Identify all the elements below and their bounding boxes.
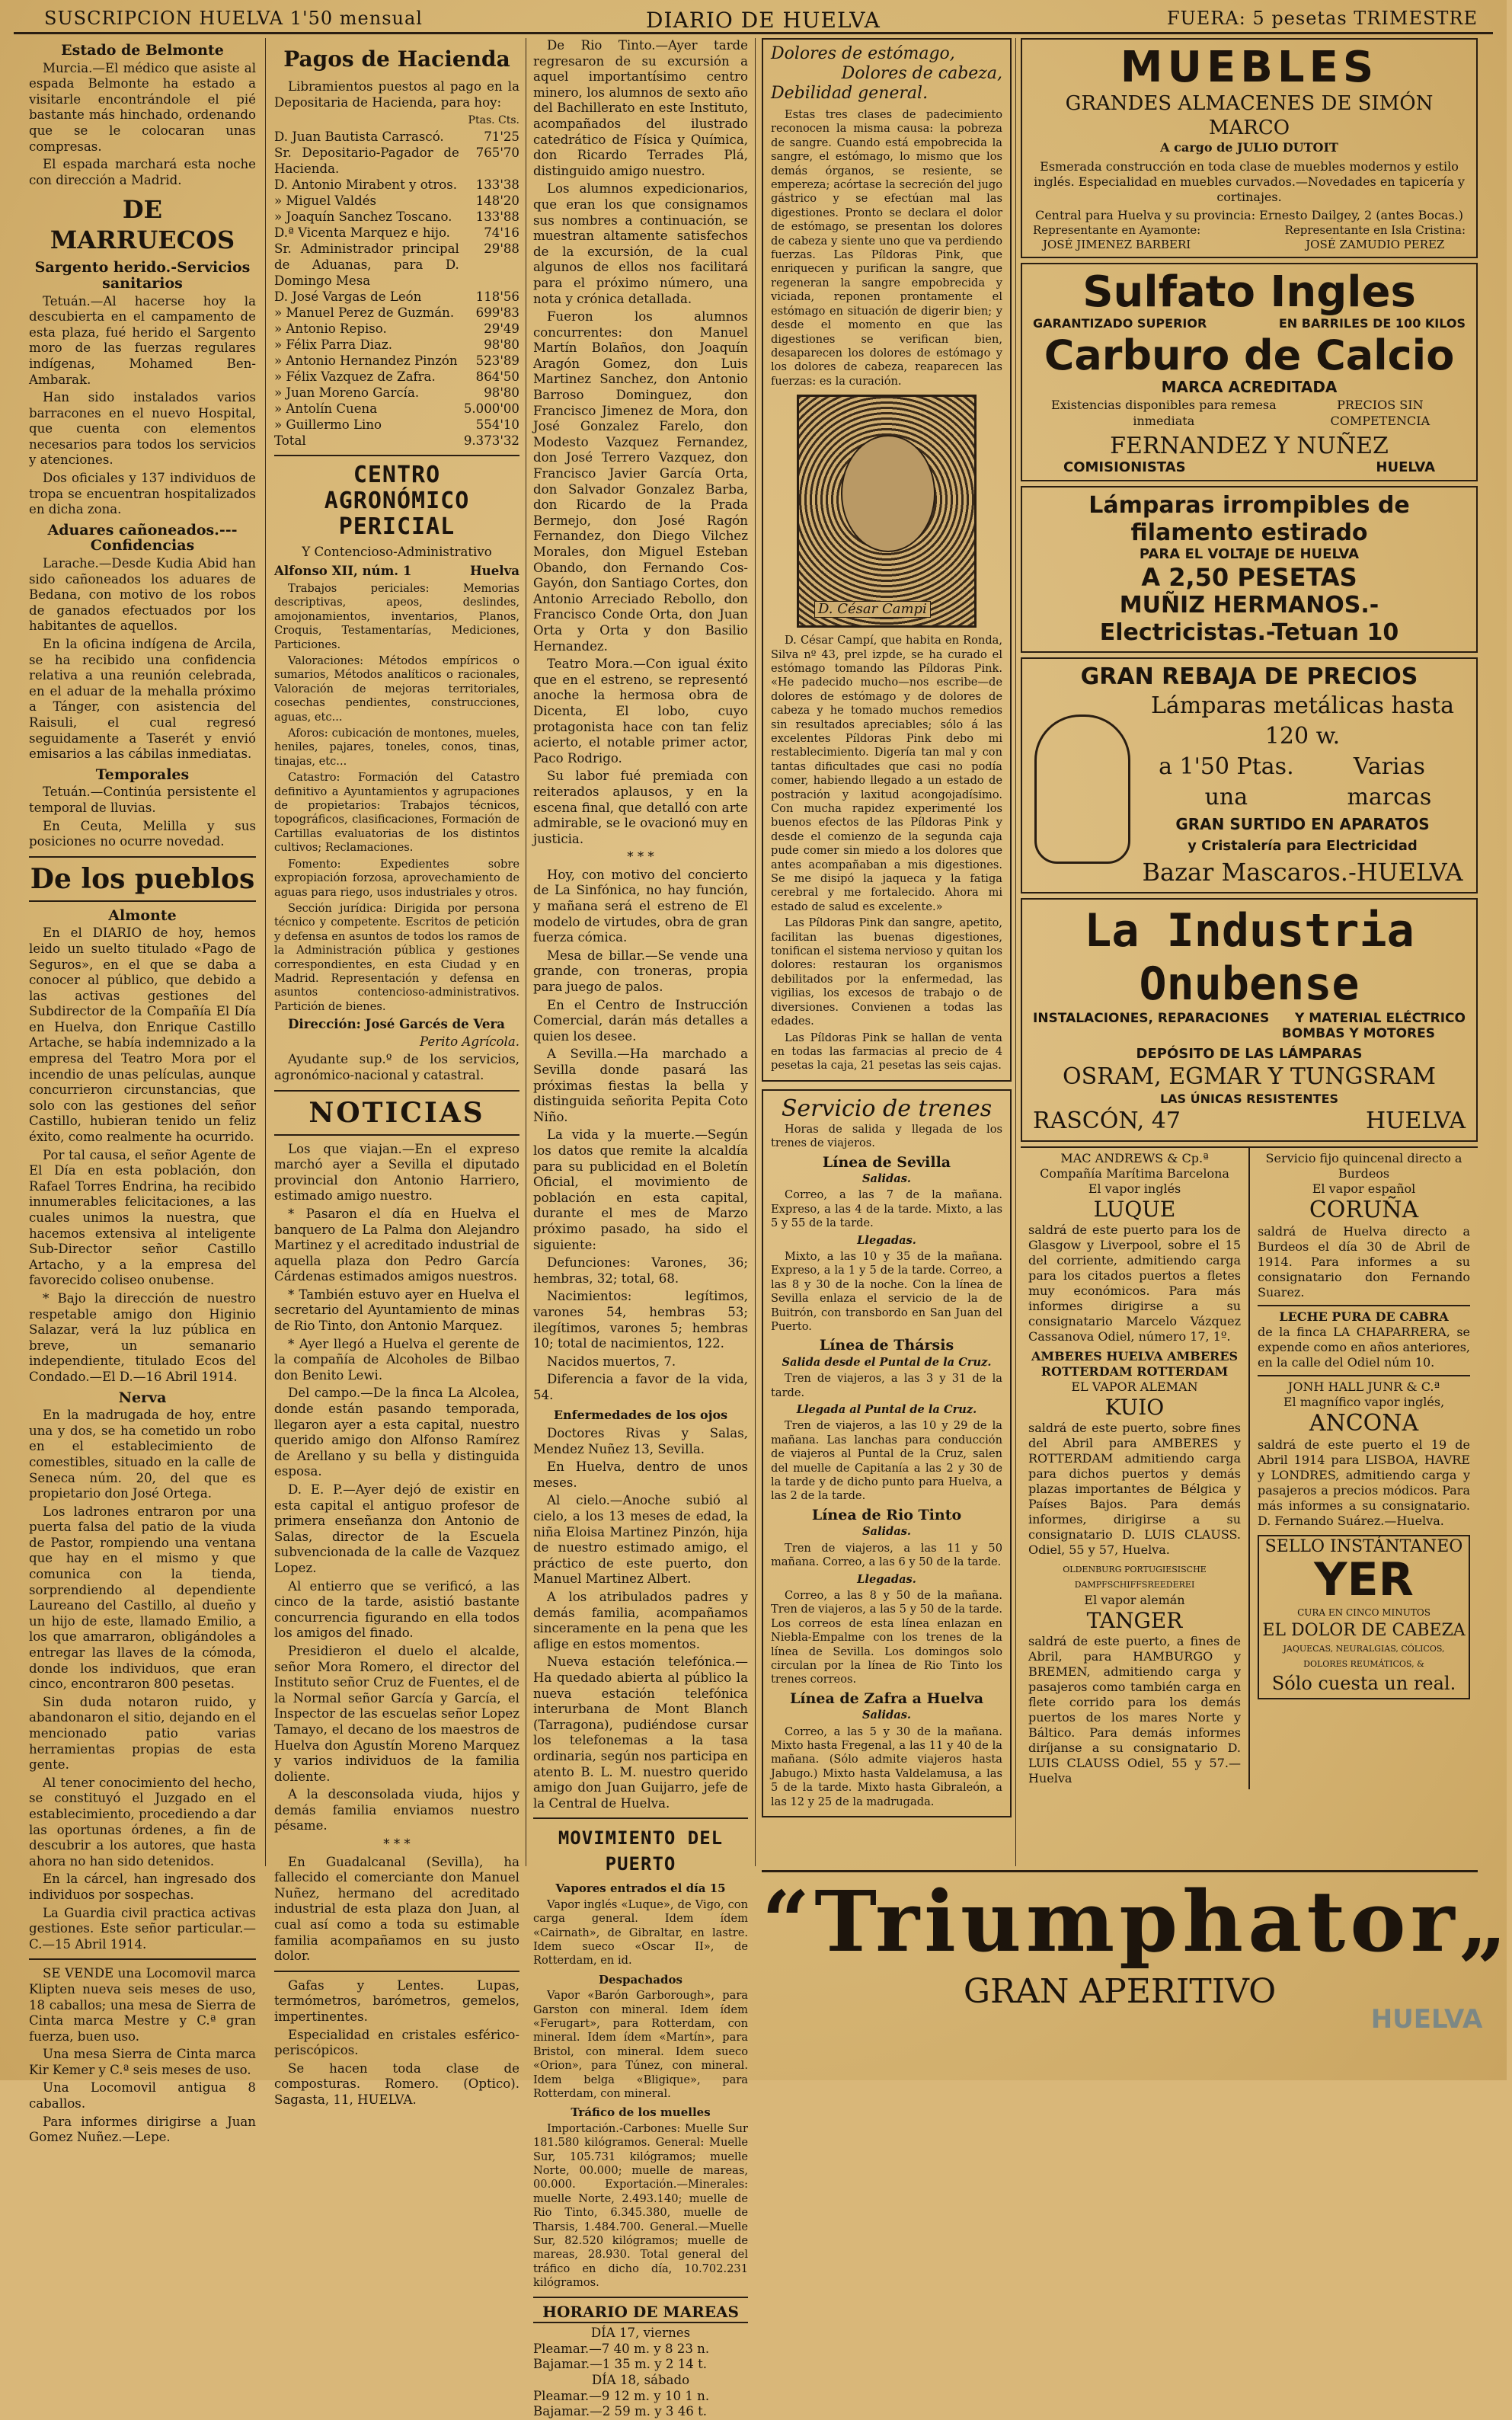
ad-subtitle: GRANDES ALMACENES DE SIMÓN MARCO [1065, 92, 1434, 139]
total-amount: 9.373'32 [463, 433, 519, 448]
address-row [274, 563, 519, 579]
ad-text: DEPÓSITO DE LAS LÁMPARAS [1136, 1045, 1363, 1062]
payment-row [274, 369, 519, 385]
ad-address: RASCÓN, 47 [1033, 1108, 1181, 1135]
article-paragraph: Libramientos puestos al pago en la Depositaria de Hacienda, para hoy: [274, 79, 519, 110]
ad-paragraph: Las Píldoras Pink se hallan de venta en todas las farmacias al precio de 4 pesetas la caja, 21 pesetas las seis cajas. [771, 1031, 1002, 1073]
service-paragraph: Sección jurídica: Dirigida por persona técnico y competente. Escritos de petición y defensa en asuntos de todos los ramos de la Administración pública y gestiones correspondientes, en esta Ciudad y en Madrid. Representación y defensa en asuntos contencioso-administrativos. Partición de bienes. [274, 901, 519, 1013]
ad-price: Sólo cuesta un real. [1271, 1673, 1456, 1695]
article-paragraph: Tetuán.—Continúa persistente el temporal de lluvias. [29, 785, 256, 815]
ad-headline: GRAN REBAJA DE PRECIOS [1080, 663, 1418, 690]
ad-body [1033, 691, 1466, 887]
ad-text: COMISIONISTAS [1063, 459, 1186, 475]
column-5-ads [1021, 38, 1478, 1866]
masthead [14, 6, 1493, 34]
ad-company: OLDENBURG PORTUGIESISCHE DAMPFSCHIFFSREEDEREI [1063, 1565, 1207, 1590]
news-paragraph: Nacimientos: legítimos, varones 54, hembras 53; ilegítimos, varones 5; hembras 10; total de nacimientos, 122. [533, 1289, 748, 1351]
ad-text: EL VAPOR ALEMAN [1071, 1379, 1198, 1395]
news-paragraph: Nacidos muertos, 7. [547, 1354, 676, 1369]
article-title: Enfermedades de los ojos [553, 1408, 728, 1423]
schedule-text: Correo, a las 8 y 50 de la mañana. Tren de viajeros, a las 5 y 50 de la tarde. Los correos de esta línea enlazan en Niebla-Empalme con los trenes de la línea de Sevilla. Los domingos solo circulan por la línea de Rio Tinto los trenes correos. [771, 1588, 1002, 1686]
service-paragraph: Aforos: cubicación de montones, mueles, heniles, pajares, toneles, conos, tinas, tinajas, etc... [274, 727, 519, 768]
divider [274, 1134, 519, 1136]
address: Alfonso XII, núm. 1 [274, 563, 412, 579]
article-paragraph: En la oficina indígena de Arcila, se ha recibido una confidencia relativa a una reunión celebrada, en el aduar de la mehalla próximo a Tánger, con asistencia del Raisuli, el cual regresó seguidamente a Taserét y envió emisarios a las cábilas inmediatas. [29, 637, 256, 762]
payment-amount: 5.000'00 [463, 401, 519, 416]
payment-row [274, 337, 519, 353]
ad-text: PARA EL VOLTAJE DE HUELVA [1139, 546, 1360, 563]
director: Dirección: José Garcés de Vera [288, 1016, 505, 1032]
payment-row [274, 193, 519, 209]
divider [533, 2297, 748, 2298]
payee-name: » Antonio Repiso. [274, 321, 387, 336]
section-heading: Pagos de Hacienda [283, 46, 510, 72]
ad-text: LAS ÚNICAS RESISTENTES [1159, 1091, 1339, 1106]
news-paragraph: Presidieron el duelo el alcalde, señor Mora Romero, el director del Instituto señor Cruz de Fuentes, el de la Normal señor García y García, el Inspector de las escuelas señor Lopez Tamayo, el decano de los maestros de Huelva don Agustín Moreno Marquez y varios individuos de la familia doliente. [274, 1643, 519, 1784]
ad-route: AMBERES HUELVA AMBERES ROTTERDAM ROTTERDAM [1031, 1349, 1239, 1379]
ad-text: Y MATERIAL ELÉCTRICO [1295, 1010, 1466, 1026]
portrait-face [841, 435, 935, 552]
ad-brands: OSRAM, EGMAR Y TUNGSRAM [1063, 1063, 1436, 1090]
payee-name: D. Antonio Mirabent y otros. [274, 177, 458, 192]
article-paragraph: En la madrugada de hoy, entre una y dos, se ha cometido un robo en el establecimiento de comestibles, situado en la calle de Seneca núm. 20, del que es propietario don José Ortega. [29, 1408, 256, 1501]
ship-name: CORUÑA [1309, 1197, 1419, 1224]
ad-text: El vapor inglés [1088, 1181, 1181, 1197]
ad-manager: A cargo de JULIO DUTOIT [1160, 140, 1338, 155]
subtitle: Y Contencioso-Administrativo [302, 544, 492, 559]
payment-row [274, 321, 519, 337]
article-title: Almonte [108, 906, 177, 924]
payments-table [274, 129, 519, 433]
news-paragraph: Defunciones: Varones, 36; hembras, 32; total, 68. [533, 1255, 748, 1286]
article-paragraph: Al tener conocimiento del hecho, se constituyó el Juzgado en el establecimiento, procediendo a dar las oportunas órdenes, a fin de descubrir a los autores, que hasta ahora no han sido detenidos. [29, 1775, 256, 1869]
divider [274, 1090, 519, 1092]
article-paragraph: * Bajo la dirección de nuestro respetable amigo don Higinio Salazar, verá la luz pública en breve, un semanario independiente, titulado Ecos del Condado.—El D.—16 Abril 1914. [29, 1290, 256, 1384]
news-paragraph: A la desconsolada viuda, hijos y demás familia enviamos nuestro pésame. [274, 1787, 519, 1833]
article-title: Nerva [118, 1389, 167, 1406]
tide-day: DÍA 17, viernes [590, 2326, 691, 2341]
units-label: Ptas. Cts. [468, 114, 519, 127]
news-paragraph: A Sevilla.—Ha marchado a Sevilla donde pasará las próximas fiestas la bella y distinguida señorita Pepita Coto Niño. [533, 1047, 748, 1124]
column-divider [265, 38, 266, 1866]
ad-headline: Dolores de cabeza, [841, 64, 1002, 83]
schedule-text: Correo, a las 5 y 30 de la mañana. Mixto hasta Fregenal, a las 11 y 40 de la mañana. (Sólo admite viajeros hasta Jabugo.) Mixto hasta Valdelamusa, a las 5 de la tarde. Mixto hasta Gibraleón, a las 12 y 25 de la madrugada. [771, 1725, 1002, 1808]
ad-company: FERNANDEZ Y NUÑEZ [1110, 432, 1389, 459]
subscription-huelva: SUSCRIPCION HUELVA 1'50 mensual [44, 8, 423, 29]
tide-row: Bajamar.—1 35 m. y 2 14 t. [533, 2357, 708, 2372]
subsection-title: Tráfico de los muelles [571, 2105, 711, 2120]
rep-label: Representante en Ayamonte: [1033, 223, 1201, 238]
subscription-outside: FUERA: 5 pesetas TRIMESTRE [1166, 8, 1478, 29]
perito: Perito Agrícola. [419, 1034, 519, 1049]
rep-isla [1285, 223, 1466, 252]
ad-text: GARANTIZADO SUPERIOR [1033, 316, 1207, 331]
news-paragraph: Mesa de billar.—Se vende una grande, con troneras, propia para juego de palos. [533, 948, 748, 995]
rep-name: JOSÉ JIMENEZ BARBERI [1043, 238, 1191, 252]
tides-title: HORARIO DE MAREAS [542, 2302, 739, 2321]
archive-stamp: HUELVA [1370, 2004, 1483, 2035]
ad-headline: Debilidad general. [771, 84, 929, 103]
ad-row [1033, 1107, 1466, 1136]
article-title: Aduares cañoneados.---Confidencias [47, 521, 238, 555]
ad-text: EL DOLOR DE CABEZA [1262, 1621, 1466, 1641]
service-paragraph: Valoraciones: Métodos empíricos o sumarios, Métodos analíticos o racionales, Valoración de mejoras territoriales, cosechas pendientes, construcciones, aguas, etc... [274, 654, 519, 724]
news-paragraph: En Guadalcanal (Sevilla), ha fallecido el comerciante don Manuel Nuñez, hermano del acreditado industrial de esta plaza don Juan, al cual así como a toda su estimable familia acompañamos en su justo dolor. [274, 1854, 519, 1964]
tide-day: DÍA 18, sábado [591, 2373, 690, 2388]
shipping-right [1250, 1148, 1478, 1789]
article-paragraph: El espada marchará esta noche con dirección a Madrid. [29, 157, 256, 187]
article-title: Sargento herido.-Servicios sanitarios [34, 259, 251, 292]
payee-name: » Félix Parra Diaz. [274, 337, 392, 352]
line-title: Línea de Thársis [819, 1337, 954, 1354]
assistant: Ayudante sup.º de los servicios, agronómico-nacional y catastral. [274, 1052, 519, 1082]
payee-name: » Manuel Perez de Guzmán. [274, 305, 455, 320]
payment-row [274, 401, 519, 417]
schedule-intro: Horas de salida y llegada de los trenes de viajeros. [771, 1122, 1002, 1150]
column-divider [1015, 38, 1016, 1866]
ad-headline: Lámparas irrompibles de filamento estirado [1088, 492, 1410, 547]
article-title: Temporales [95, 766, 190, 783]
city: Huelva [470, 563, 519, 579]
payment-amount: 98'80 [484, 337, 519, 352]
section-heading: DE MARRUECOS [50, 195, 235, 255]
ship-name: ANCONA [1309, 1410, 1419, 1437]
bulb-illustration [1033, 714, 1132, 864]
article-paragraph: Los ladrones entraron por una puerta falsa del patio de la viuda de Pastor, rompiendo una ventana que hay en el mismo y que comunica con la tienda, sorprendiendo al dependiente Laureano del Castillo, al dueño y un hijo de este, llamado Emilio, a los que amarraron, obligándoles a entregar las llaves de la cómoda, donde los individuos, que eran cinco, encontraron 800 pesetas. [29, 1504, 256, 1692]
section-heading: De los pueblos [30, 862, 255, 895]
ad-text: Varias marcas [1347, 753, 1432, 810]
news-paragraph: * Ayer llegó a Huelva el gerente de la compañía de Alcoholes de Bilbao don Benito Lewi. [274, 1336, 519, 1383]
ad-company: MUÑIZ HERMANOS.-Electricistas.-Tetuan 10 [1099, 591, 1399, 646]
payment-amount: 864'50 [475, 369, 519, 384]
ad-text: CURA EN CINCO MINUTOS [1297, 1607, 1430, 1619]
payment-amount: 29'88 [484, 241, 519, 256]
payment-amount: 554'10 [475, 417, 519, 432]
article-paragraph: Por tal causa, el señor Agente de El Día en esta población, don Rafael Torres Endrina, ha recibido innumerables felicitaciones, a las cuales unimos la nuestra, que hacemos extensiva al inteligente Sub-Director señor Castillo Artacho, y a la empresa del favorecido coliseo onubense. [29, 1147, 256, 1288]
ad-text: MARCA ACREDITADA [1161, 377, 1338, 396]
ad-text: INSTALACIONES, REPARACIONES [1033, 1010, 1270, 1026]
ad-paragraph: Gafas y Lentes. Lupas, termómetros, barómetros, gemelos, impertinentes. [274, 1977, 519, 2024]
section-heading: Servicio de trenes [781, 1095, 993, 1122]
tide-row: Pleamar.—9 12 m. y 10 1 n. [533, 2388, 710, 2403]
ad-row [1140, 752, 1466, 813]
tide-row: Pleamar.—7 40 m. y 8 23 n. [533, 2341, 710, 2356]
rep-name: JOSÉ ZAMUDIO PEREZ [1306, 238, 1445, 252]
section-heading: MOVIMIENTO DEL PUERTO [558, 1827, 724, 1875]
ad-text: BOMBAS Y MOTORES [1281, 1026, 1435, 1042]
news-paragraph: Su labor fué premiada con reiterados aplausos, y en la escena final, que detalló con arte admirable, se le ovacionó muy en justicia. [533, 769, 748, 846]
column-3 [533, 38, 748, 2419]
news-paragraph: Del campo.—De la finca La Alcolea, donde están pasando temporada, llegaron ayer a esta capital, nuestro querido amigo don Alfonso Ramírez de Arellano y su bella y distinguida esposa. [274, 1386, 519, 1479]
ad-body-text [1140, 691, 1466, 887]
muebles-ad [1021, 38, 1478, 258]
article-title: Estado de Belmonte [61, 42, 224, 59]
payment-row [274, 417, 519, 433]
ad-brand: La Industria Onubense [1084, 903, 1415, 1011]
news-paragraph: Los que viajan.—En el expreso marchó ayer a Sevilla el diputado provincial don Antonio Harriero, estimado amigo nuestro. [274, 1141, 519, 1204]
ad-text: saldrá de este puerto, a fines de Abril, para HAMBURGO y BREMEN, admitiendo carga y pasajeros como también carga en flete corrido para los demás puertos de los mares Norte y Báltico. Para demás informes diríjanse a su consignatario D. LUIS CLAUSS Odiel, 55 y 57.—Huelva [1028, 1634, 1241, 1786]
payment-row [274, 209, 519, 225]
divider [274, 1971, 519, 1972]
ad-paragraph: Estas tres clases de padecimiento reconocen la misma causa: la pobreza de sangre. Cuando está empobrecida la sangre, el estómago, lo mismo que los demás órganos, se resiente, se empereza; acórtase la secreción del jugo gástrico y se efectúan mal las digestiones. Pronto se declara el dolor de estómago, se presentan los dolores de cabeza y siente uno que va perdiendo fuerzas. Las Píldoras Pink, que enriquecen y purifican la sangre, que regeneran la sangre empobrecida y viciada, reponen prontamente el estómago en situación de digerir bien; y desde el momento en que las digestiones se verifican bien, desaparecen los dolores de estómago y los dolores de cabeza, reaparecen las fuerzas: es la curación. [771, 108, 1002, 388]
ad-headline: Dolores de estómago, [771, 44, 955, 63]
payment-row [274, 177, 519, 193]
article-paragraph: Murcia.—El médico que asiste al espada Belmonte ha estado a visitarle encontrándole el pié bastante más hinchado, ordenando que se le colocaran unas compresas. [29, 60, 256, 154]
portrait-caption: D. César Campi [814, 601, 931, 619]
ad-text: Servicio fijo quincenal directo a Burdeos [1265, 1151, 1462, 1181]
column-2 [274, 38, 519, 2107]
ad-text: saldrá de Huelva directo a Burdeos el día 30 de Abril de 1914. Para informes a su consignatario don Fernando Suarez. [1258, 1224, 1470, 1300]
train-schedule [762, 1089, 1012, 1817]
news-paragraph: A los atribulados padres y demás familia, acompañamos sinceramente en la pena que les aflige en estos momentos. [533, 1590, 748, 1651]
ad-text: PRECIOS SIN COMPETENCIA [1330, 398, 1430, 428]
payment-row [274, 289, 519, 305]
ad-text: Existencias disponibles para remesa inmediata [1050, 398, 1277, 428]
schedule-text: Tren de viajeros, a las 3 y 31 de la tarde. [771, 1372, 1002, 1399]
ship-name: LUQUE [1093, 1197, 1176, 1223]
payment-row [274, 241, 519, 289]
separator: * * * [383, 1837, 411, 1852]
subsection-title: Vapores entrados el día 15 [555, 1881, 726, 1896]
total-label: Total [274, 433, 306, 448]
divider [29, 1958, 256, 1960]
ad-text: de la finca LA CHAPARRERA, se expende como en años anteriores, en la calle del Odiel núm 10. [1258, 1325, 1470, 1370]
departures-label: Salidas. [861, 1709, 912, 1722]
ad-price: A 2,50 PESETAS [1141, 562, 1357, 592]
ad-text: y Cristalería para Electricidad [1188, 837, 1418, 854]
news-paragraph: Fueron los alumnos concurrentes: don Manuel Martín Bolaños, don Joaquín Aragón Gomez, don Luis Martinez Sanchez, don Antonio Barroso Dominguez, don Francisco Jimenez de Mora, don José Gonzalez Farelo, don Modesto Vazquez Fernandez, don José Terrero Vazquez, don Francisco Javier García Orta, don Salvador Gonzalez Barba, don Ricardo de la Prada Bermejo, don José Ragón Fernandez, don Diego Vilchez Morales, don Miguel Esteban Obando, don Fernando Cos-Gayón, don Santiago Cortes, don Antonio Arreciado Rebollo, don Francisco Conde Orta, don Juan Orta y Orta y don Basilio Hernandez. [533, 309, 748, 654]
ship-name: KUIO [1104, 1395, 1165, 1421]
news-paragraph: Los alumnos expedicionarios, que eran los que consignamos sus nombres a continuación, se muestran altamente satisfechos de la excursión, de la cual algunos de ellos nos facilitará para el próximo número, una nota y crónica detallada. [533, 181, 748, 306]
portrait-engraving [797, 395, 977, 628]
ad-text: El vapor alemán [1084, 1593, 1185, 1608]
column-1 [29, 38, 256, 2145]
news-paragraph: Al entierro que se verificó, a las cinco de la tarde, asistió bastante concurrencia figurando en ella todos los amigos del finado. [274, 1578, 519, 1641]
ad-row [1033, 460, 1466, 476]
section-heading: NOTICIAS [308, 1096, 485, 1129]
payee-name: » Félix Vazquez de Zafra. [274, 369, 436, 384]
ad-text: El magnífico vapor inglés, [1283, 1395, 1445, 1410]
payment-amount: 699'83 [475, 305, 519, 320]
payment-amount: 133'38 [475, 177, 519, 192]
payment-amount: 29'49 [484, 321, 519, 336]
payee-name: Sr. Administrador principal de Aduanas, para D. Domingo Mesa [274, 241, 459, 288]
newspaper-title: DIARIO DE HUELVA [646, 8, 881, 33]
ad-subtitle: GRAN APERITIVO [963, 1972, 1277, 2011]
schedule-text: Tren de viajeros, a las 11 y 50 mañana. Correo, a las 6 y 50 de la tarde. [771, 1541, 1002, 1569]
ad-brand: Carburo de Calcio [1044, 331, 1455, 379]
yer-ad [1258, 1535, 1470, 1699]
payment-row [274, 353, 519, 369]
payment-amount: 98'80 [484, 385, 519, 400]
news-paragraph: Nueva estación telefónica.—Ha quedado abierta al público la nueva estación telefónica interurbana de Mont Blanch (Tarragona), pudiéndose cursar los telefonemas a la tasa ordinaria, según nos participa en atento B. L. M. nuestro querido amigo don Juan Guijarro, jefe de la Central de Huelva. [533, 1654, 748, 1811]
article-paragraph: En el DIARIO de hoy, hemos leido un suelto titulado «Pago de Seguros», en el que se daba a conocer al público, que debido a las activas gestiones del Subdirector de la Compañía El Día en Huelva, don Enrique Castillo Artache, se había indemnizado a la empresa del Teatro Mora por el incendio de unas películas, aunque concurrieron circunstancias, que solo con las gestiones del señor Castillo, hubieran tenido un feliz éxito, como realmente ha ocurrido. [29, 925, 256, 1145]
ad-text: El vapor español [1312, 1181, 1416, 1197]
article-paragraph: Larache.—Desde Kudia Abid han sido cañoneados los aduares de Bedana, con motivo de los robos de ganados efectuados por los habitantes de aquellos. [29, 556, 256, 634]
payee-name: D. Juan Bautista Carrascó. [274, 129, 444, 144]
payee-name: » Antonio Hernandez Pinzón [274, 353, 458, 368]
departures-label: Salida desde el Puntal de la Cruz. [782, 1355, 992, 1369]
article-paragraph: Tetuán.—Al hacerse hoy la descubierta en el campamento de esta plaza, fué herido el Sargento moro de las fuerzas regulares indígenas, Mohamed Ben-Ambarak. [29, 293, 256, 387]
ad-row [1033, 398, 1466, 429]
line-title: Línea de Rio Tinto [811, 1506, 962, 1523]
ad-price: a 1'50 Ptas. una [1159, 753, 1294, 810]
news-paragraph: Teatro Mora.—Con igual éxito que en el estreno, se representó anoche la hermosa obra de Dicenta, El lobo, cuyo protagonista hace con tan feliz acierto, el notable primer actor, Paco Rodrigo. [533, 657, 748, 766]
payment-amount: 148'20 [475, 193, 519, 208]
ad-row [1033, 1011, 1466, 1027]
arrivals-label: Llegadas. [857, 1233, 916, 1247]
ad-city: HUELVA [1365, 1108, 1466, 1135]
ad-text: Lámparas metálicas hasta 120 w. [1151, 692, 1454, 750]
ad-text: JAQUECAS, NEURALGIAS, CÓLICOS, DOLORES REUMÁTICOS, & [1283, 1644, 1445, 1670]
ad-text: Esmerada construcción en toda clase de muebles modernos y estilo inglés. Especialidad en muebles curvados.—Novedades en tapicería y cortinajes. [1034, 158, 1465, 204]
payment-row [274, 305, 519, 321]
ad-text: GRAN SURTIDO EN APARATOS [1175, 814, 1430, 833]
divider [274, 455, 519, 456]
service-paragraph: Trabajos periciales: Memorias descriptivas, apeos, deslindes, amojonamientos, inventarios, Planos, Croquis, Testamentarías, Mediciones, Particiones. [274, 581, 519, 651]
line-title: Línea de Zafra a Huelva [789, 1690, 984, 1707]
news-paragraph: Al cielo.—Anoche subió al cielo, a los 13 meses de edad, la niña Eloisa Martinez Pinzón, hija de nuestro estimado amigo, el práctico de este puerto, don Manuel Martinez Albert. [533, 1493, 748, 1587]
payment-amount: 523'89 [475, 353, 519, 368]
column-4 [762, 38, 1012, 1866]
payee-name: D. José Vargas de León [274, 289, 422, 304]
separator: * * * [627, 849, 654, 865]
ad-company: MAC ANDREWS & Cp.ª [1060, 1151, 1209, 1166]
ad-text: EN BARRILES DE 100 KILOS [1278, 316, 1466, 331]
subsection-title: Despachados [599, 1972, 682, 1987]
ad-row [1033, 316, 1466, 332]
shipping-left [1021, 1148, 1250, 1789]
news-paragraph: Diferencia a favor de la vida, 54. [533, 1372, 748, 1402]
lightbulb-icon [1034, 714, 1130, 864]
news-paragraph: En Huelva, dentro de unos meses. [533, 1459, 748, 1490]
industria-onubense-ad [1021, 898, 1478, 1142]
arrivals-label: Llegadas. [857, 1572, 916, 1586]
ad-text: Compañía Marítima Barcelona [1040, 1166, 1229, 1181]
news-paragraph: En el Centro de Instrucción Comercial, darán más detalles a quien los desee. [533, 997, 748, 1044]
column-divider [755, 38, 756, 1866]
ad-company: Bazar Mascaros.-HUELVA [1142, 857, 1463, 887]
news-paragraph: * Pasaron el día en Huelva el banquero de La Palma don Alejandro Martinez y el acreditado industrial de aquella plaza don Pedro García Cárdenas estimados amigos nuestros. [274, 1206, 519, 1284]
fernandez-nunez-ad [1021, 263, 1478, 481]
classified-ad: Una Locomovil antigua 8 caballos. [29, 2080, 256, 2112]
classified-ad: Una mesa Sierra de Cinta marca Kir Kemer y C.ª seis meses de uso. [29, 2047, 256, 2077]
payments-total [274, 433, 519, 449]
news-paragraph: La vida y la muerte.—Según los datos que remite la alcaldía para su publicidad en el Boletín Oficial, el movimiento de población en esta capital, durante el mes de Marzo próximo pasado, ha sido el siguiente: [533, 1127, 748, 1252]
service-paragraph: Fomento: Expedientes sobre expropiación forzosa, aprovechamiento de aguas para riego, usos industriales y otros. [274, 857, 519, 899]
ad-brand: “Triumphator„ [762, 1872, 1512, 1971]
divider [29, 900, 256, 902]
payment-row [274, 385, 519, 401]
ad-headline: SELLO INSTÁNTANEO [1264, 1537, 1463, 1557]
payment-amount: 74'16 [484, 225, 519, 240]
payee-name: » Guillermo Lino [274, 417, 382, 432]
divider [533, 1817, 748, 1819]
ad-text: saldrá de este puerto para los de Glasgow y Liverpool, sobre el 15 del corriente, admitiendo carga para los citados puertos a fletes muy económicos. Para más informes dirigirse a su consignatario Marcelo Vázquez Cassanova Odiel, número 17, 1º. [1028, 1223, 1241, 1344]
payment-row [274, 129, 519, 145]
payment-amount: 118'56 [475, 289, 519, 304]
line-title: Línea de Sevilla [822, 1153, 951, 1171]
departures-label: Salidas. [861, 1172, 912, 1185]
article-paragraph: En Ceuta, Melilla y sus posiciones no ocurre novedad. [29, 818, 256, 849]
ad-text: HUELVA [1376, 459, 1435, 475]
classified-ad: SE VENDE una Locomovil marca Klipten nueva seis meses de uso, 18 caballos; una mesa de Sierra de Cinta marca Mestre y C.ª gran fuerza, buen uso. [29, 1966, 256, 2044]
payee-name: » Joaquín Sanchez Toscano. [274, 209, 452, 224]
shipping-ads [1021, 1146, 1478, 1789]
news-paragraph: D. E. P.—Ayer dejó de existir en esta capital el antiguo profesor de primera enseñanza don Antonio de Salas, director de la Escuela subvencionada de la calle de Vazquez Lopez. [274, 1482, 519, 1575]
payee-name: D.ª Vicenta Marquez e hijo. [274, 225, 450, 240]
classified-ad: Para informes dirigirse a Juan Gomez Nuñez.—Lepe. [29, 2114, 256, 2145]
ad-brand: MUEBLES [1120, 43, 1379, 92]
payment-amount: 133'88 [475, 209, 519, 224]
news-paragraph: De Rio Tinto.—Ayer tarde regresaron de su excursión a aquel importantísimo centro minero, los alumnos de sexto año del Bachillerato en este Instituto, acompañados del ilustrado catedrático de Física y Química, don Ricardo Terrades Plá, distinguido amigo nuestro. [533, 38, 748, 178]
ad-text: Central para Huelva y su provincia: Ernesto Dailgey, 2 (antes Bocas.) [1034, 207, 1464, 222]
ad-paragraph: Las Píldoras Pink dan sangre, apetito, facilitan las buenas digestiones, tonifican el sistema nervioso y quitan los dolores: restauran los organismos debilitados por la enfermedad, las vigilias, los excesos de trabajo o de diversiones. Convienen a todas las edades. [771, 916, 1002, 1028]
news-paragraph: Hoy, con motivo del concierto de La Sinfónica, no hay función, y mañana será el estreno de El modelo de virtudes, obra de gran fuerza cómica. [533, 867, 748, 945]
ad-brand: Sulfato Ingles [1082, 267, 1416, 318]
ad-company: JONH HALL JUNR & C.ª [1258, 1375, 1470, 1395]
schedule-text: Mixto, a las 10 y 35 de la mañana. Expreso, a la 1 y 5 de la tarde. Correo, a las 8 y 30 de la noche. Con la línea de Sevilla enlaza el servicio de la de Buitrón, con transbordo en San Juan del Puerto. [771, 1249, 1002, 1333]
departures-label: Salidas. [861, 1525, 912, 1539]
divider [29, 856, 256, 858]
ad-text: saldrá de este puerto el 19 de Abril 1914 para LISBOA, HAVRE y LONDRES, admitiendo carga y pasajeros a precios módicos. Para más informes a su consignatario. D. Fernando Suárez.—Huelva. [1258, 1437, 1470, 1529]
article-paragraph: La Guardia civil practica activas gestiones. Este señor particular.—C.—15 Abril 1914. [29, 1905, 256, 1952]
rep-ayamonte [1033, 223, 1200, 252]
rep-label: Representante en Isla Cristina: [1284, 223, 1466, 238]
muniz-ad [1021, 486, 1478, 653]
port-paragraph: Importación.-Carbones: Muelle Sur 181.580 kilógramos. General: Muelle Sur, 105.731 kilógramos; muelle Norte, 00.000; muelle de mareas, 00.000. Exportación.—Minerales: muelle Norte, 2.493.140; muelle de Rio Tinto, 6.345.380, muelle de Tharsis, 1.484.700. General.—Muelle Sur, 82.520 kilógramos; muelle de mareas, 28.930. Total general del tráfico en dicho día, 10.702.231 kilógramos. [533, 2121, 748, 2290]
article-paragraph: Sin duda notaron ruido, y abandonaron el sitio, dejando en el mencionado patio varias herramientas propias de esta gente. [29, 1694, 256, 1773]
divider [533, 2322, 748, 2323]
payment-amount: 765'70 [475, 145, 519, 160]
payment-row [274, 145, 519, 177]
ad-reps [1033, 223, 1466, 252]
schedule-text: Tren de viajeros, a las 10 y 29 de la mañana. Las lanchas para conducción de viajeros al Puntal de la Cruz, salen del muelle de Capitanía a las 2 y 30 de la tarde y de dicho punto para Huelva, a las 2 de la tarde. [771, 1419, 1002, 1503]
arrivals-label: Llegada al Puntal de la Cruz. [796, 1403, 977, 1417]
tide-row: Bajamar.—2 59 m. y 3 46 t. [533, 2404, 708, 2419]
payment-row [274, 225, 519, 241]
ship-name: TANGER [1086, 1608, 1183, 1634]
article-paragraph: Han sido instalados varios barracones en el nuevo Hospital, que cuenta con elementos necesarios para todos los servicios y atenciones. [29, 390, 256, 468]
article-paragraph: En la cárcel, han ingresado dos individuos por sospechas. [29, 1872, 256, 1902]
ad-text: saldrá de este puerto, sobre fines del Abril para AMBERES y ROTTERDAM admitiendo carga para dichos puertos y demás plazas importantes de Bélgica y Países Bajos. Para demás informes, dirigirse a su consignatario D. LUIS CLAUSS. Odiel, 55 y 57, Huelva. [1028, 1421, 1241, 1558]
schedule-text: Correo, a las 7 de la mañana. Expreso, a las 4 de la tarde. Mixto, a las 5 y 55 de la tarde. [771, 1188, 1002, 1230]
bazar-mascaros-ad [1021, 657, 1478, 894]
ad-paragraph: Especialidad en cristales esférico-periscópicos. [274, 2027, 519, 2058]
ad-paragraph: Se hacen toda clase de composturas. Romero. (Optico). Sagasta, 11, HUELVA. [274, 2060, 519, 2107]
section-heading: CENTRO AGRONÓMICO PERICIAL [324, 461, 470, 540]
payee-name: » Antolín Cuena [274, 401, 378, 416]
ad-headline: LECHE PURA DE CABRA [1258, 1305, 1470, 1325]
ad-brand: YER [1314, 1553, 1414, 1607]
port-paragraph: Vapor inglés «Luque», de Vigo, con carga general. Idem ídem «Cairnath», de Gibraltar, en lastre. Idem sueco «Oscar II», de Rotterdam, en id. [533, 1897, 748, 1968]
port-paragraph: Vapor «Barón Garborough», para Garston con mineral. Idem ídem «Ferugart», para Rotterdam, con mineral. Idem ídem «Martín», para Bristol, con mineral. Idem sueco «Orion», para Túnez, con mineral. Idem belga «Bligique», para Rotterdam, con mineral. [533, 1989, 748, 2100]
payee-name: Sr. Depositario-Pagador de Hacienda. [274, 145, 459, 176]
news-paragraph: Doctores Rivas y Salas, Mendez Nuñez 13, Sevilla. [533, 1426, 748, 1456]
article-paragraph: Dos oficiales y 137 individuos de tropa se encuentran hospitalizados en dicha zona. [29, 471, 256, 517]
news-paragraph: * También estuvo ayer en Huelva el secretario del Ayuntamiento de minas de Rio Tinto, don Antonio Marquez. [274, 1287, 519, 1334]
payment-amount: 71'25 [484, 129, 519, 144]
pink-pills-ad [762, 38, 1012, 1082]
service-paragraph: Catastro: Formación del Catastro definitivo a Ayuntamientos y agrupaciones de propietarios: Trabajos técnicos, topográficos, clasificaciones, Formación de Cartillas evaluatorias de los distintos cultivos; Reclamaciones. [274, 771, 519, 855]
ad-paragraph: D. César Campí, que habita en Ronda, Silva nº 43, prel izpde, se ha curado el estómago tomando las Píldoras Pink. «He padecido mucho—nos escribe—de dolores de estómago y de dolores de cabeza y he tomado muchos remedios sin resultados apreciables; sólo á las excelentes Píldoras Pink debo mi restablecimiento. Digería tan mal y con tantas dificultades que casi no podía comer, habiendo llegado a un estado de postración y laxitud acongojadísimo. Con mucha rapidez experimenté los buenos efectos de las Píldoras Pink y desde el comienzo de la segunda caja pude comer sin miedo a los dolores que antes acompañaban a mis digestiones. Se me disipó la jaqueca y la fatiga cerebral y me fortalecido. Ahora mi estado de salud es excelente.» [771, 634, 1002, 913]
payee-name: » Juan Moreno García. [274, 385, 420, 400]
payee-name: » Miguel Valdés [274, 193, 377, 208]
